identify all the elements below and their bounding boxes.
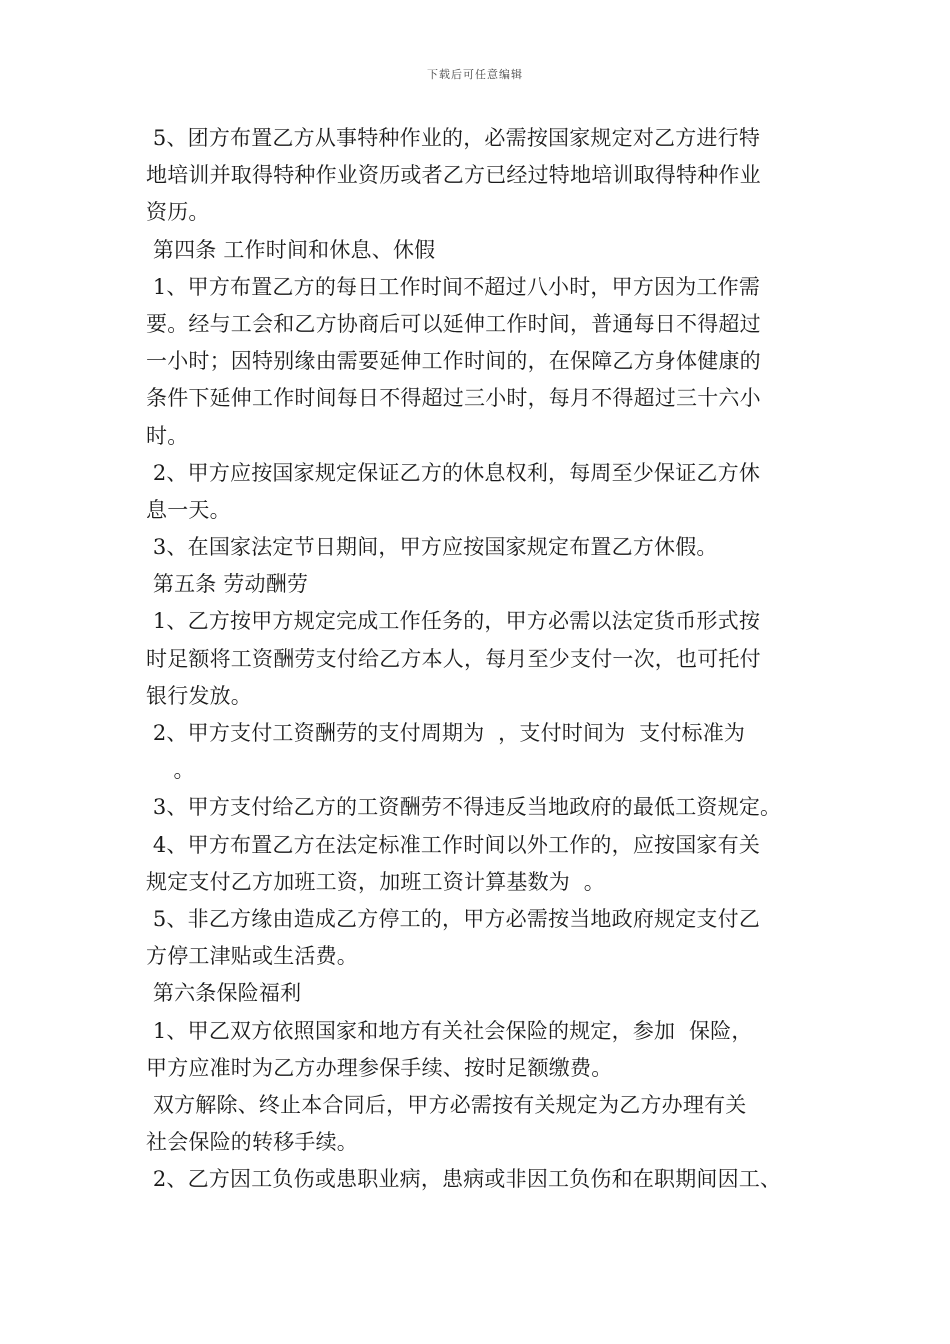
text-line: 银行发放。 [146, 683, 252, 708]
text-line: 社会保险的转移手续。 [146, 1130, 358, 1155]
text-line: 时足额将工资酬劳支付给乙方本人，每月至少支付一次，也可托付 [146, 646, 761, 671]
text-line: 5、团方布置乙方从事特种作业的，必需按国家规定对乙方进行特 [146, 126, 761, 150]
text-line: 2、甲方应按国家规定保证乙方的休息权利，每周至少保证乙方休 [146, 460, 761, 485]
text-line: 规定支付乙方加班工资，加班工资计算基数为 。 [146, 869, 605, 894]
text-line: 条件下延伸工作时间每日不得超过三小时，每月不得超过三十六小 [146, 386, 761, 411]
text-line: 3、在国家法定节日期间，甲方应按国家规定布置乙方休假。 [146, 535, 718, 560]
text-line: 要。经与工会和乙方协商后可以延伸工作时间，普通每日不得超过 [146, 311, 761, 336]
text-line: 5、非乙方缘由造成乙方停工的，甲方必需按当地政府规定支付乙 [146, 906, 761, 931]
text-line: 时。 [146, 423, 189, 448]
document-body [146, 120, 826, 1198]
text-line: 甲方应准时为乙方办理参保手续、按时足额缴费。 [146, 1055, 613, 1080]
text-line: 双方解除、终止本合同后，甲方必需按有关规定为乙方办理有关 [146, 1092, 747, 1117]
text-line: 息一天。 [146, 497, 231, 522]
section-heading: 第四条 工作时间和休息、休假 [146, 237, 436, 262]
text-line: 资历。 [146, 200, 210, 225]
text-line: 2、甲方支付工资酬劳的支付周期为 ，支付时间为 支付标准为 [146, 721, 746, 745]
text-line: 1、乙方按甲方规定完成工作任务的，甲方必需以法定货币形式按 [146, 609, 761, 634]
text-line: 方停工津贴或生活费。 [146, 944, 358, 969]
text-line: 地培训并取得特种作业资历或者乙方已经过特地培训取得特种作业 [146, 163, 761, 188]
page-header-note: 下载后可任意编辑 [427, 68, 523, 81]
text-line: 2、乙方因工负伤或患职业病，患病或非因工负伤和在职期间因工、 [146, 1167, 782, 1192]
text-line: 1、甲乙双方依照国家和地方有关社会保险的规定，参加 保险， [146, 1018, 753, 1043]
text-line: 一小时；因特别缘由需要延伸工作时间的，在保障乙方身体健康的 [146, 349, 761, 374]
text-line: 4、甲方布置乙方在法定标准工作时间以外工作的，应按国家有关 [146, 832, 761, 857]
text-line: 1、甲方布置乙方的每日工作时间不超过八小时，甲方因为工作需 [146, 274, 761, 299]
section-heading: 第六条保险福利 [146, 981, 302, 1006]
text-line: 。 [146, 758, 195, 783]
text-line: 3、甲方支付给乙方的工资酬劳不得违反当地政府的最低工资规定。 [146, 795, 782, 820]
section-heading: 第五条 劳动酬劳 [146, 572, 309, 597]
